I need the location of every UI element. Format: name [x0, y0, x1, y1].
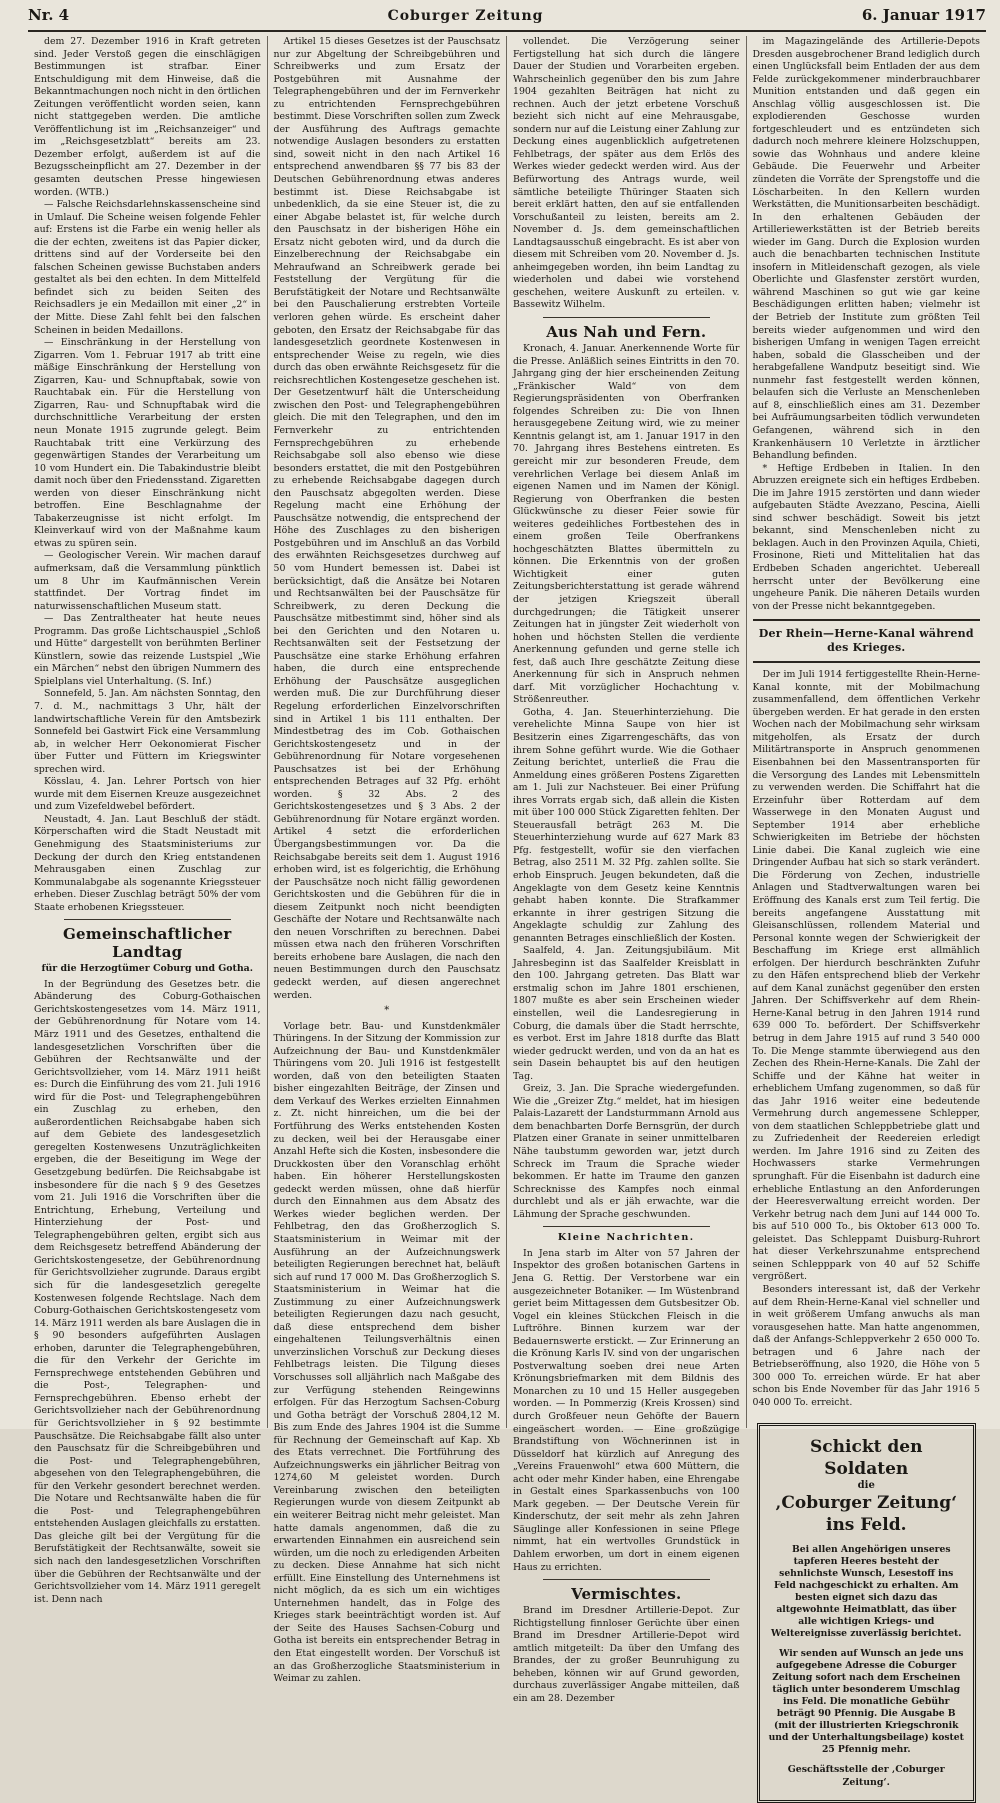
asterisk-separator: * — [384, 1005, 390, 1017]
article-text: — Einschränkung in der Herstellung von Zigarren. Vom 1. Februar 1917 ab tritt eine mäßige Einschränkung der Herstellung von Zigarren, Kau- und Schnupftabak, sowie von Rauchtabak ein. Für die Herstellung von Zigarren, Rau- und Schnupftabak wird die durchschnittliche Verarbeitung der ersten neun Monate 1915 zugrunde gelegt. Beim Rauchtabak tritt eine Verkürzung des gegenwärtigen Standes der Verarbeitung um 10 vom Hundert ein. Die Tabakindustrie bleibt damit noch über den Friedensstand. Zigaretten werden von dieser Einschränkung nicht betroffen. Eine Beschlagnahme der Tabakerzeugnisse ist nicht erfolgt. Im Kleinverkauf wird von der Maßnahme kaum etwas zu spüren sein. — [34, 337, 261, 549]
article-text: Greiz, 3. Jan. Die Sprache wiedergefunden. Wie die „Greizer Ztg.“ meldet, hat im hiesigen Palais-Lazarett der Landsturmmann Arnold aus dem benachbarten Dorfe Bernsgrün, der durch Platzen einer Granate in seiner unmittelbaren Nähe taubstumm geworden war, jetzt durch Schreck im Traum die Sprache wieder bekommen. Er hatte im Traume den ganzen Schrecknisse des Kampfes noch einmal durchlebt und als er jäh erwachte, war die Lähmung der Sprache geschwunden. — [513, 1083, 740, 1220]
column-4 — [747, 36, 987, 1788]
article-text: — Das Zentraltheater hat heute neues Programm. Das große Lichtschauspiel „Schloß und Hütte“ dargestellt von berühmten Berliner Künstlern, sowie das reizende Lustspiel „Wie ein Märchen“ nebst den übrigen Nummern des Spielplans viel Unterhaltung. (S. Inf.) — [34, 613, 261, 687]
article-text: dem 27. Dezember 1916 in Kraft getreten sind. Jeder Verstoß gegen die einschlägigen Bestimmungen ist strafbar. Einer Entschuldigung mit dem Hinweise, daß die Bekanntmachungen noch nicht in den örtlichen Zeitungen veröffentlicht worden seien, kann nicht stattgegeben werden. Die amtliche Veröffentlichung ist im „Reichsanzeiger“ und im „Reichsgesetzblatt“ bereits am 23. Dezember erfolgt, außerdem ist auf die Bezugsscheinpflicht am 27. Dezember in der gesamten deutschen Presse hingewiesen worden. (WTB.) — [34, 36, 261, 198]
ad-text: Bei allen Angehörigen unseres tapferen Heeres besteht der sehnlichste Wunsch, Lesestoff ins Feld nachgeschickt zu erhalten. Am besten eignet sich dazu das altgewohnte Heimatblatt, das über alle wichtigen Kriegs- und Weltereignisse zuverlässig berichtet. — [771, 1544, 962, 1640]
article-text: Brand im Dresdner Artillerie-Depot. Zur Richtigstellung finnloser Gerüchte über einen Brand im Dresdner Artillerie-Depot wird amtlich mitgeteilt: Da über den Umfang des Brandes, der zu großer Beunruhigung zu beheben, können wir auf Grund geworden, durchaus zuverlässiger Angabe mitteilen, daß ein am 28. Dezember — [513, 1605, 740, 1704]
article-text: Kronach, 4. Januar. Anerkennende Worte für die Presse. Anläßlich seines Eintritts in den 70. Jahrgang ging der hier erscheinenden Zeitung „Fränkischer Wald“ von dem Regierungspräsidenten von Oberfranken folgendes Schreiben zu: Die von Ihnen herausgegebene Zeitung wird, wie zu meiner Kenntnis gelangt ist, am 1. Januar 1917 in den 70. Jahrgang ihres Bestehens eintreten. Es gereicht mir zur besonderen Freude, dem verehrlichen Verlage bei diesem Anlaß im eigenen Namen und im Namen der Königl. Regierung von Oberfranken die besten Glückwünsche zu dieser Feier sowie für weiteres gedeihliches Fortbestehen des in einem großen Teile Oberfrankens hochgeschätzten Blattes übermitteln zu können. Die Erkenntnis von der großen Wichtigkeit einer guten Zeitungsberichterstattung ist gerade während der jetzigen Kriegszeit überall durchgedrungen; die Tätigkeit unserer Zeitungen hat in jüngster Zeit wiederholt von hohen und höchsten Stellen die verdiente Anerkennung gefunden und gerne stelle ich fest, daß auch Ihre geschätzte Zeitung diese Anerkennung für sich in Anspruch nehmen darf. Mit vorzüglicher Hochachtung v. Strößenreuther. — [513, 343, 740, 706]
issue-date: 6. Januar 1917 — [861, 6, 986, 24]
article-text: Der im Juli 1914 fertiggestellte Rhein-Herne-Kanal konnte, mit der Mobilmachung zusammenfallend, dem öffentlichen Verkehr übergeben werden. Er hat gerade in den ersten Wochen nach der Mobilmachung sehr wirksam mitgeholfen, als Ersatz der durch Militärtransporte in Anspruch genommenen Eisenbahnen bei den Massentransporten für die Versorgung des Landes mit Lebensmitteln zu verwenden werden. Die Schiffahrt hat die Erzeinfuhr über Rotterdam auf dem Wasserwege in den Monaten August und September 1914 aber erhebliche Schwierigkeiten im Betriebe der höchsten Linie dabei. Die Kanal zugleich wie eine Dringender Aufbau hat sich so stark verändert. Die Förderung von Zechen, industrielle Anlagen und Stadtverwaltungen waren bei Eröffnung des Kanals erst zum Teil fertig. Die bereits angefangene Ausstattung mit Gleisanschlüssen, rollendem Material und Personal konnte wegen der Schwierigkeit der Beschaffung im Kriege erst allmählich erfolgen. Der hierdurch beschränkten Zufuhr zu den Häfen entsprechend blieb der Verkehr auf dem Kanal zunächst gegenüber den ersten Jahren. Der Schiffsverkehr auf dem Rhein-Herne-Kanal betrug in den Jahren 1914 rund 639 000 To. befördert. Der Schiffsverkehr betrug in dem Jahre 1915 auf rund 3 540 000 To. Die Menge stammte überwiegend aus den Zechen des Rhein-Herne-Kanals. Die Zahl der Schiffe und der Kähne hat weiter in erheblichem Umfang zugenommen, so daß für das Jahr 1916 weiter eine bedeutende Vermehrung durch angemessene Schlepper, von dem staatlichen Schleppbetriebe glatt und zu Zufriedenheit der Reedereien erledigt werden. Im Jahre 1916 sind zu Zeiten des Hochwassers starke Vermehrungen sprunghaft. Für die Eisenbahn ist dadurch eine erhebliche Entlastung an den Anforderungen der Heeresverwaltung erreicht worden. Der Verkehr betrug nach dem Juni auf 144 000 To. bis auf 510 000 To., bis Oktober 613 000 To. geleistet. Das Schleppamt Duisburg-Ruhrort hat dieser Verkehrszunahme entsprechend seinen Schlepppark von 40 auf 52 Schiffe vergrößert. — [752, 669, 980, 1283]
article-text: Sonnefeld, 5. Jan. Am nächsten Sonntag, den 7. d. M., nachmittags 3 Uhr, hält der landwirtschaftliche Verein für den Amtsbezirk Sonnefeld bei Gastwirt Fick eine Versammlung ab, in welcher Herr Oekonomierat Fischer über Futter und Füttern im Kriegswinter sprechen wird. — [34, 688, 261, 775]
ad-text: Wir senden auf Wunsch an jede uns aufgegebene Adresse die Coburger Zeitung sofort nach dem Erscheinen täglich unter besonderem Umschlag ins Feld. Die monatliche Gebühr beträgt 90 Pfennig. Die Ausgabe B (mit der illustrierten Kriegschronik und der Unterhaltungsbeilage) kostet 25 Pfennig mehr. — [768, 1648, 964, 1756]
column-1 — [28, 36, 268, 1605]
divider — [753, 661, 981, 663]
subscription-advertisement — [757, 1423, 977, 1802]
article-text: Besonders interessant ist, daß der Verkehr auf dem Rhein-Herne-Kanal viel schneller und in weit größerem Umfang anwuchs als man vorausgesehen hatte. Man hatte angenommen, daß der Anfangs-Schleppverkehr 2 650 000 To. betragen und 6 Jahre nach der Betriebseröffnung, also 1920, die Höhe von 5 300 000 To. erreichen würde. Er hat aber schon bis Ende November für das Jahr 1916 5 040 000 To. erreicht. — [752, 1283, 980, 1408]
section-heading: Kleine Nachrichten. — [557, 1232, 695, 1244]
ad-headline-article: die — [857, 1480, 875, 1492]
columns — [28, 36, 986, 1788]
page-number: Nr. 4 — [28, 6, 70, 24]
divider — [543, 1579, 710, 1580]
ad-newspaper-name: ‚Coburger Zeitung‘ — [775, 1493, 958, 1514]
section-heading: Gemeinschaftlicher Landtag — [63, 925, 232, 962]
ad-headline: Schickt den Soldaten — [810, 1437, 923, 1480]
article-text: Artikel 15 dieses Gesetzes ist der Pauschsatz nur zur Abgeltung der Schreibgebühren und Schreibwerks und zum Ersatz der Postgebühren mit Ausnahme der Telegraphengebühren und der im Fernverkehr zu entrichtenden Fernsprechgebühren bestimmt. Diese Vorschriften sollen zum Zweck der Ausführung des Auftrags gemachte notwendige Auslagen besonders zu erstatten sind, soweit nicht in den nach Artikel 16 entsprechend anwendbaren §§ 77 bis 83 der Deutschen Gebührenordnung etwas anderes bestimmt ist. Diese Reichsabgabe ist unbedenklich, da sie eine Steuer ist, die zu einer Abgabe belastet ist, für welche durch den Pauschsatz in der bisherigen Höhe ein Ersatz nicht geboten wird, und da durch die Einzelberechnung der Reichsabgabe ein Mehraufwand an Schreibwerk gerade bei Feststellung der Vergütung für die Berufstätigkeit der Notare und Rechtsanwälte bei den Pauschalierung erstrebten Vorteile verloren gehen würde. Es erscheint daher geboten, den Ersatz der Reichsabgabe für das landesgesetzlich geordnete Kostenwesen in entsprechender Weise zu regeln, wie dies durch das oben erwähnte Reichsgesetz für die reichsrechtlichen Kostengesetze geschehen ist. Der Gesetzentwurf hält die Unterscheidung zwischen den Post- und Telegraphengebühren gleich. Die mit den Telegraphen, und den im Fernverkehr zu entrichtenden Fernsprechgebühren zu erhebende Reichsabgabe soll also ebenso wie diese besonders erstattet, die mit den Postgebühren zu erhebende Reichsabgabe dagegen durch den Pauschsatz abgegolten werden. Diese Regelung macht eine Erhöhung der Pauschsätze notwendig, die entsprechend der Höhe des Zuschlages zu den bisherigen Postgebühren und im Anschluß an das Vorbild des erwähnten Reichsgesetzes durchweg auf 50 vom Hundert bemessen ist. Dabei ist berücksichtigt, daß die Ansätze bei Notaren und Rechtsanwälten bei der Pauschsätze für Schreibwerk, zu deren Deckung die Pauschsätze mitbestimmt sind, höher sind als bei den Gerichten und den Notaren u. Rechtsanwälten seit der Festsetzung der Pauschsätze eine starke Erhöhung erfahren haben, die durch eine entsprechende Erhöhung der Pauschsätze ausgeglichen werden muß. Die zur Durchführung dieser Regelung erforderlichen Einzelvorschriften sind in Artikel 1 bis 111 enthalten. Der Mindestbetrag des im Cob. Gothaischen Gerichtskostengesetz und in der Gebührenordnung für Notare vorgesehenen Pauschsatzes ist bei der Erhöhung entsprechenden Betrages auf 32 Pfg. erhöht worden. § 32 Abs. 2 des Gerichtskostengesetzes und § 3 Abs. 2 der Gebührenordnung für Notare ergänzt worden. Artikel 4 setzt die erforderlichen Übergangsbestimmungen vor. Da die Reichsabgabe bereits seit dem 1. August 1916 erhoben wird, ist es folgerichtig, die Erhöhung der Pauschsätze noch nicht fällig gewordenen Gerichtskosten und die Gebühren für die in diesem Zeitpunkt noch nicht beendigten Geschäfte der Notare und Rechtsanwälte nach den neuen Vorschriften zu berechnen. Dabei müssen etwa nach den früheren Vorschriften bereits erhobene bare Auslagen, die nach den neuen Bestimmungen durch den Pauschsatz gedeckt werden, auf diesen angerechnet werden. — [273, 36, 500, 1001]
masthead-title: Coburger Zeitung — [387, 8, 544, 24]
ad-signature: Geschäftsstelle der ‚Coburger Zeitung‘. — [787, 1764, 945, 1788]
divider — [543, 317, 710, 318]
divider — [753, 619, 981, 621]
article-text: In der Begründung des Gesetzes betr. die Abänderung des Coburg-Gothaischen Gerichtskostengesetzes vom 14. März 1911, der Gebührenordnung für Notare vom 14. März 1911 und des Gesetzes, enthaltend die landesgesetzlichen Vorschriften über die Gebühren der Rechtsanwälte und der Gerichtsvollzieher, vom 14. März 1911 heißt es: Durch die Einführung des vom 21. Juli 1916 wird für die Post- und Telegraphengebühren ein Zuschlag zu erheben, den außerordentlichen Reichsabgabe haben sich auf dem Gebiete des landesgesetzlich geregelten Kostenwesens Unzuträglichkeiten ergeben, die der Beseitigung im Wege der Gesetzgebung bedürfen. Die Reichsabgabe ist insbesondere für die nach § 9 des Gesetzes vom 21. Juli 1916 die Vorschriften über die Entrichtung, Erhebung, Verteilung und Hinterziehung der Post- und Telegraphengebühren gelten, ergibt sich aus dem Reichsgesetz betreffend Abänderung der Gerichtskostengesetze, der Gebührenordnung für Gerichtsvollzieher zugrunde. Daraus ergibt sich für die landesgesetzlich geregelte Kostenwesen folgende Rechtslage. Nach dem Coburg-Gothaischen Gerichtskostengesetz vom 14. März 1911 werden als bare Auslagen die in § 90 besonders aufgeführten Auslagen erhoben, darunter die Telegraphengebühren, die für den Verkehr der Gerichte im Fernsprechwege entstehenden Gebühren und die Post-, Telegraphen- und Fernsprechgebühren. Ebenso erhebt der Gerichtsvollzieher nach der Gebührenordnung für Gerichtsvollzieher in § 92 bestimmte Pauschsätze. Die Reichsabgabe fällt also unter den Pauschsatz für die Schreibgebühren und die Post- und Telegraphengebühren, abgesehen von den Telegraphengebühren, die für den Verkehr gesondert berechnet werden. Die Notare und Rechtsanwälte haben die für die Post- und Telegraphengebühren entstehenden Auslagen gleichfalls zu erstatten. Das gleiche gilt bei der Vergütung für die Berufstätigkeit der Rechtsanwälte, soweit sie sich nach den landesgesetzlichen Vorschriften über die Gebühren der Rechtsanwälte und der Gerichtsvollzieher vom 14. März 1911 geregelt ist. Denn nach — [34, 978, 261, 1605]
section-heading: Aus Nah und Fern. — [546, 323, 707, 342]
article-text: * Heftige Erdbeben in Italien. In den Abruzzen ereignete sich ein heftiges Erdbeben. Die im Jahre 1915 zerstörten und dann wieder aufgebauten Städte Avezzano, Pescina, Aielli sind schwer beschädigt. Soweit bis jetzt bekannt, sind Menschenleben nicht zu beklagen. Auch in den Provinzen Aquila, Chieti, Frosinone, Rieti und Mittelitalien hat das Erdbeben Schaden angerichtet. Uebereall herrscht unter der Bevölkerung eine ungeheure Panik. Die näheren Details wurden von der Presse nicht bekanntgegeben. — [752, 462, 980, 612]
article-text: Gotha, 4. Jan. Steuerhinterziehung. Die verehelichte Minna Saupe von hier ist Besitzerin eines Zigarrengeschäfts, das von ihrem Sohne geführt wurde. Wie die Gothaer Zeitung berichtet, unterließ die Frau die Anmeldung eines größeren Postens Zigaretten am 1. Juli zur Nachsteuer. Bei einer Prüfung ihres Vorrats ergab sich, daß allein die Kisten mit über 100 000 Stück Zigaretten fehlten. Der Steuerausfall beträgt 263 M. Die Steuerhinterziehung wurde auf 627 Mark 83 Pfg. festgestellt, wofür sie den vierfachen Betrag, also 2511 M. 32 Pfg. zahlen sollte. Sie erhob Einspruch. Jeugen bekundeten, daß die Angeklagte von dem Gesetz keine Kenntnis gehabt haben konnte. Die Strafkammer erkannte in ihrer gestrigen Sitzung die Angeklagte schuldig zur Zahlung des genannten Betrages einschließlich der Kosten. — [513, 706, 740, 944]
article-text: Vorlage betr. Bau- und Kunstdenkmäler Thüringens. In der Sitzung der Kommission zur Aufzeichnung der Bau- und Kunstdenkmäler Thüringens vom 20. Juli 1916 ist festgestellt worden, daß von den beteiligten Staaten bisher eingezahlten Beiträge, der Zinsen und dem Verkauf des Werkes erzielten Einnahmen z. Zt. nicht hinreichen, um die bei der Fortführung des Werks entstehenden Kosten zu decken, weil bei der Herausgabe einer Anzahl Hefte sich die Kosten, insbesondere die Druckkosten über den Voranschlag erhöht haben. Ein höherer Herstellungskosten gedeckt werden müssen, ohne daß hierfür durch den Einnahmen aus dem Absatz des Werkes wieder beglichen werden. Der Fehlbetrag, den das Großherzoglich S. Staatsministerium in Weimar mit der Ausführung an der Aufzeichnungswerk beteiligten Regierungen berechnet hat, beläuft sich auf rund 17 000 M. Das Großherzoglich S. Staatsministerium in Weimar hat die Zustimmung zu einer Aufzeichnungswerk beteiligten Regierungen dazu nach gesucht, daß diese entsprechend dem bisher eingehaltenen Teilungsverhältnis einen unverzinslichen Vorschuß zur Deckung dieses Fehlbetrags leisten. Die Tilgung dieses Vorschusses soll alljährlich nach Maßgabe des zur Verfügung stehenden Reingewinns erfolgen. Für das Herzogtum Sachsen-Coburg und Gotha beträgt der Vorschuß 2804,12 M. Bis zum Ende des Jahres 1904 ist die Summe für Rechnung der Gemeinschaft auf Kap. Xb des Etats verrechnet. Die Fortführung des Aufzeichnungswerks ein jährlicher Beitrag von 1274,60 M geleistet worden. Durch Vereinbarung zwischen den beteiligten Regierungen wurde von diesem Zeitpunkt ab ein weiterer Beitrag nicht mehr geleistet. Man hatte damals angenommen, daß die zu erwartenden Einnahmen ein ausreichend sein würden, um die noch zu erledigenden Arbeiten zu decken. Diese Annahme hat sich nicht erfüllt. Eine Einstellung des Unternehmens ist nicht möglich, da es sich um ein wichtiges Unternehmen handelt, das in Folge des Krieges stark beeinträchtigt worden ist. Auf der Seite des Hauses Sachsen-Coburg und Gotha ist bereits ein entsprechender Betrag in den Etat eingestellt worden. Der Vorschuß ist an das Großherzogliche Staatsministerium in Weimar zu zahlen. — [273, 1020, 500, 1685]
article-text: — Geologischer Verein. Wir machen darauf aufmerksam, daß die Versammlung pünktlich um 8 Uhr im Kaufmännischen Verein stattfindet. Der Vortrag findet im naturwissenschaftlichen Museum statt. — [34, 550, 261, 612]
page-header — [28, 6, 986, 32]
section-heading: Vermischtes. — [571, 1585, 682, 1604]
divider — [64, 919, 231, 920]
column-3 — [507, 36, 747, 1704]
article-text: Neustadt, 4. Jan. Laut Beschluß der städt. Körperschaften wird die Stadt Neustadt mit Genehmigung des Staatsministeriums zur Deckung der durch den Krieg entstandenen Mehrausgaben einen Zuschlag zur Kommunalabgabe als sogenannte Kriegssteuer erheben. Dieser Zuschlag beträgt 50% der vom Staate erhobenen Kriegssteuer. — [34, 813, 261, 913]
divider — [543, 1226, 710, 1227]
article-text: Saalfeld, 4. Jan. Zeitungsjubiläum. Mit Jahresbeginn ist das Saalfelder Kreisblatt in den 100. Jahrgang getreten. Das Blatt war erstmalig schon im Jahre 1801 erschienen, 1807 mußte es aber sein Erscheinen wieder einstellen, weil die Landesregierung in Coburg, die damals über die Stadt herrschte, es verbot. Erst im Jahre 1818 durfte das Blatt wieder gedruckt werden, und von da an hat es sein Dasein behauptet bis auf den heutigen Tag. — [513, 945, 740, 1082]
article-text: vollendet. Die Verzögerung seiner Fertigstellung hat sich durch die längere Dauer der Studien und Vorarbeiten ergeben. Wahrscheinlich gegenüber den bis zum Jahre 1904 gezahlten Beiträgen hat nicht zu rechnen. Auch der jetzt erbetene Vorschuß bezieht sich nicht auf eine Mehrausgabe, sondern nur auf die Leistung einer Zahlung zur Deckung eines augenblicklich aufgetretenen Fehlbetrags, der später aus dem Erlös des Werkes wieder gedeckt werden wird. Aus der Befürwortung des Antrags wurde, weil sämtliche beteiligte Thüringer Staaten sich bereit erklärt hatten, den auf sie entfallenden Vorschußanteil zu leisten, bereits am 2. November d. Js. dem gemeinschaftlichen Landtagsausschuß eingebracht. Es ist aber von diesem mit Schreiben vom 20. November d. Js. anheimgegeben worden, ihn beim Landtag zu wiederholen und dabei wie vorstehend geschehen, weitere Auskunft zu erteilen. v. Bassewitz Wilhelm. — [513, 36, 740, 311]
article-text: im Magazingelände des Artillerie-Depots Dresden ausgebrochener Brand lediglich durch einen Unglücksfall beim Entladen der aus dem Felde zurückgekommener minderbrauchbarer Munition entstanden und daß gegen ein Anschlag völlig ausgeschlossen ist. Die explodierenden Geschosse wurden fortgeschleudert und es entzündeten sich dadurch noch mehrere kleinere Holzschuppen, sowie das Wohnhaus und andere kleine Gebäude. Die Feuerwehr und Arbeiter zündeten die Vorräte der Sprengstoffe und die Löscharbeiten. In den Kellern wurden Werkstätten, die Munitionsarbeiten beschädigt. In den erhaltenen Gebäuden der Artilleriewerkstätten ist der Betrieb bereits wieder im Gang. Durch die Explosion wurden auch die benachbarten technischen Institute insofern in Mitleidenschaft gezogen, als viele Oberlichte und Glasfenster zerstört wurden, während Maschinen so gut wie gar keine Beschädigungen erlitten haben; vielmehr ist der Betrieb der Institute zum größten Teil bereits wieder aufgenommen und wird den bisherigen Umfang in wenigen Tagen erreicht haben, sobald die Glasscheiben und der herabgefallene Wandputz beseitigt sind. Wie nunmehr fast festgestellt werden können, belaufen sich die Verluste an Menschenleben auf 8, einschließlich eines am 31. Dezember bei Aufräumungsarbeiten tödlich verwundeten Gefangenen, während sich in den Krankenhäusern 10 Verletzte in ärztlicher Behandlung befinden. — [752, 36, 980, 462]
article-text: Kösslau, 4. Jan. Lehrer Portsch von hier wurde mit dem Eisernen Kreuze ausgezeichnet und zum Vizefeldwebel befördert. — [34, 776, 261, 813]
section-subheading: für die Herzogtümer Coburg und Gotha. — [41, 963, 254, 975]
article-text: In Jena starb im Alter von 57 Jahren der Inspektor des großen botanischen Gartens in Jena G. Rettig. Der Verstorbene war ein ausgezeichneter Botaniker. — Im Wüstenbrand geriet beim Mittagessen dem Gutsbesitzer Ob. Vogel ein kleines Stückchen Fleisch in die Luftröhre. Binnen kurzem war der Bedauernswerte erstickt. — Zur Erinnerung an die Krönung Karls IV. sind von der ungarischen Postverwaltung soeben drei neue Arten Krönungsbriefmarken mit dem Bildnis des Monarchen zu 10 und 15 Heller ausgegeben worden. — In Pommerzig (Kreis Krossen) sind durch Großfeuer neun Gehöfte der Bauern eingeäschert worden. — Eine großzügige Brandstiftung von Wöchnerinnen ist in Düsseldorf hat kürzlich auf Anregung des „Vereins Frauenwohl“ etwa 600 Müttern, die acht oder mehr Kinder haben, eine Ehrengabe in Gestalt eines Sparkassenbuchs von 100 Mark gegeben. — Der Deutsche Verein für Kinderschutz, der seit mehr als zehn Jahren Säuglinge aller Konfessionen in seine Pflege nimmt, hat ein wertvolles Grundstück in Dahlem erworben, um dort in einem eigenen Haus zu errichten. — [513, 1247, 740, 1573]
article-text: — Falsche Reichsdarlehnskassenscheine sind in Umlauf. Die Scheine weisen folgende Fehler auf: Erstens ist die Farbe ein wenig heller als die der echten, zweitens ist das Papier dicker, drittens sind auf der Vorderseite bei den falschen Scheinen gewisse Buchstaben anders gestaltet als bei den echten. In dem Mittelfeld befindet sich zu beiden Seiten des Reichsadlers je ein Medaillon mit einer „2“ in der Mitte. Diese Zahl fehlt bei den falschen Scheinen in beiden Medaillons. — [34, 199, 261, 336]
column-2 — [268, 36, 508, 1685]
section-heading: Der Rhein—Herne-Kanal während des Krieges. — [758, 627, 974, 655]
ad-headline-end: ins Feld. — [825, 1515, 907, 1536]
